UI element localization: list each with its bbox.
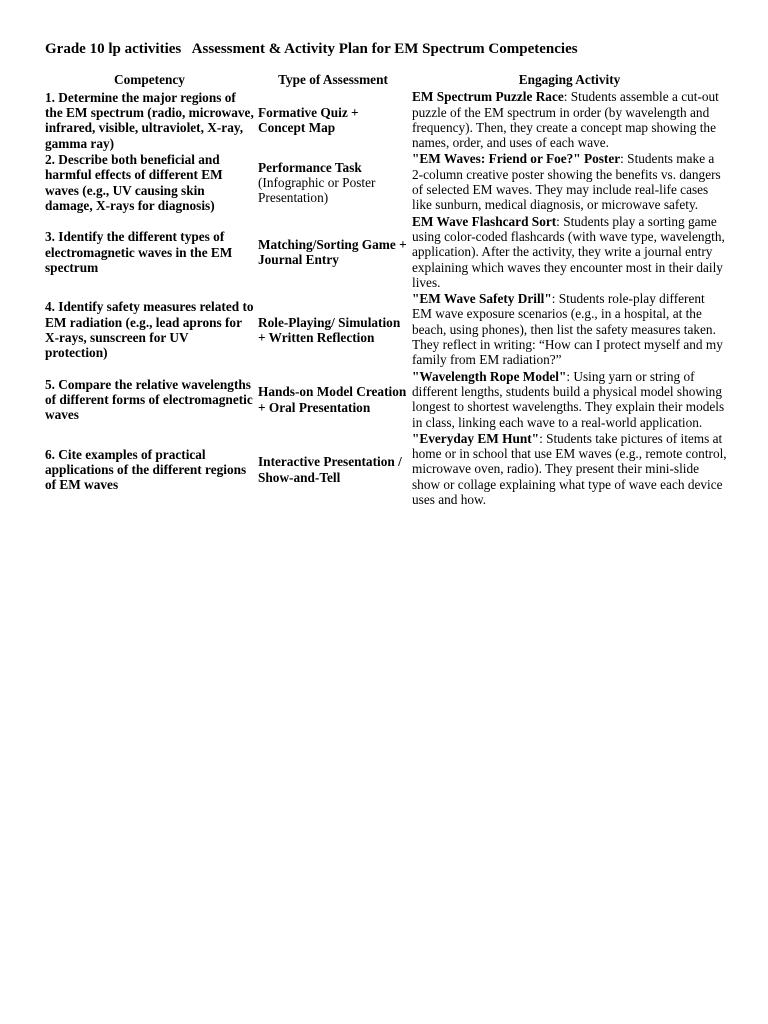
- activity-description: : Students role-play different EM wave exposure scenarios (e.g., in a hospital, at the beach, using phones), then list the safety measures taken. They reflect in writing: “How can I protect myself and my family from EM radiation?”: [412, 291, 723, 368]
- activity-description: : Students play a sorting game using color-coded flashcards (with wave type, wavelength, application). After the activity, they write a journal entry explaining which waves they encounter most in their daily lives.: [412, 213, 725, 290]
- assessment-detail: (Infographic or Poster Presentation): [258, 174, 376, 206]
- table-row: [43, 369, 729, 431]
- activity-title: "Everyday EM Hunt": [412, 430, 540, 446]
- activity-title: "EM Waves: Friend or Foe?" Poster: [412, 151, 621, 167]
- competency-cell: 3. Identify the different types of electromagnetic waves in the EM spectrum: [45, 229, 233, 276]
- assessment-cell: [256, 89, 410, 151]
- activity-description: : Students make a 2-column creative poster showing the benefits vs. dangers of selected EM waves. They may include real-life cases like sunburn, medical diagnosis, or microwave safety.: [412, 151, 721, 213]
- assessment-cell: [256, 214, 410, 291]
- document-title: Grade 10 lp activities Assessment & Activity Plan for EM Spectrum Competencies: [45, 41, 578, 57]
- activity-title: EM Wave Flashcard Sort: [412, 213, 557, 229]
- assessment-cell: [256, 431, 410, 508]
- activity-description: : Using yarn or string of different lengths, students build a physical model showing longest to shortest wavelengths. They explain their models in class, linking each wave to a real-world application.: [412, 368, 725, 430]
- activity-cell: [410, 369, 729, 431]
- header-assessment: Type of Assessment: [278, 72, 388, 87]
- competency-cell: 1. Determine the major regions of the EM spectrum (radio, microwave, infrared, visible, ultraviolet, X-ray, gamma ray): [45, 89, 254, 151]
- activity-cell: [410, 89, 729, 151]
- table-header-row: [43, 71, 729, 89]
- assessment-plan-table: [43, 71, 729, 508]
- assessment-cell: [256, 369, 410, 431]
- activity-description: : Students assemble a cut-out puzzle of the EM spectrum in order (by wavelength and frequency). Then, they create a concept map showing the names, order, and uses of each wave.: [412, 89, 719, 151]
- table-row: [43, 291, 729, 368]
- assessment-cell: [256, 151, 410, 213]
- activity-cell: [410, 431, 729, 508]
- competency-cell: 2. Describe both beneficial and harmful effects of different EM waves (e.g., UV causing skin damage, X-rays for diagnosis): [45, 151, 223, 213]
- activity-title: EM Spectrum Puzzle Race: [412, 89, 564, 105]
- header-activity: Engaging Activity: [518, 72, 621, 87]
- table-row: [43, 151, 729, 213]
- header-competency: Competency: [114, 72, 185, 87]
- assessment-type: Interactive Presentation / Show-and-Tell: [258, 454, 402, 485]
- competency-cell: 4. Identify safety measures related to EM radiation (e.g., lead aprons for X-rays, sunscreen for UV protection): [45, 299, 254, 361]
- table-row: [43, 214, 729, 291]
- assessment-type: Role-Playing/ Simulation + Written Reflection: [258, 314, 401, 345]
- activity-cell: [410, 151, 729, 213]
- assessment-cell: [256, 291, 410, 368]
- competency-cell: 5. Compare the relative wavelengths of different forms of electromagnetic waves: [45, 376, 253, 423]
- activity-title: "EM Wave Safety Drill": [412, 291, 552, 307]
- assessment-type: Formative Quiz + Concept Map: [258, 105, 359, 136]
- activity-cell: [410, 291, 729, 368]
- assessment-type: Matching/Sorting Game + Journal Entry: [258, 237, 407, 268]
- competency-cell: 6. Cite examples of practical applications of the different regions of EM waves: [45, 446, 247, 493]
- activity-cell: [410, 214, 729, 291]
- activity-title: "Wavelength Rope Model": [412, 368, 567, 384]
- assessment-type: Hands-on Model Creation + Oral Presentation: [258, 384, 407, 415]
- assessment-type: Performance Task: [258, 159, 362, 175]
- activity-description: : Students take pictures of items at home or in school that use EM waves (e.g., remote control, microwave oven, radio). They present their mini-slide show or collage explaining what type of wave each device uses and how.: [412, 430, 727, 508]
- table-row: [43, 89, 729, 151]
- table-row: [43, 431, 729, 508]
